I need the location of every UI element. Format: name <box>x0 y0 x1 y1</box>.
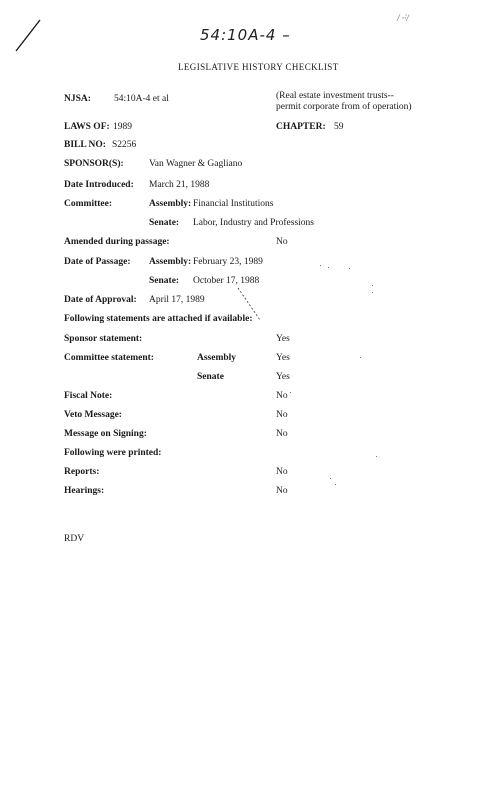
pen-stroke-mark <box>12 18 42 54</box>
amended-label: Amended during passage: <box>64 237 170 247</box>
passage-assembly-label: Assembly: <box>149 257 192 267</box>
handwritten-statute-number: 54:10A-4 – <box>200 26 291 44</box>
chapter-label: CHAPTER: <box>276 122 326 132</box>
njsa-description-line2: permit corporate from of operation) <box>276 102 412 112</box>
committee-statement-senate-value: Yes <box>276 372 290 382</box>
reports-value: No <box>276 467 288 477</box>
committee-label: Committee: <box>64 199 113 209</box>
njsa-description-line1: (Real estate investment trusts-- <box>276 91 394 101</box>
committee-assembly-value: Financial Institutions <box>193 199 274 209</box>
fiscal-note-value: No <box>276 391 288 401</box>
attached-heading: Following statements are attached if available: <box>64 314 253 324</box>
date-introduced-value: March 21, 1988 <box>149 180 210 190</box>
fiscal-note-label: Fiscal Note: <box>64 391 113 401</box>
njsa-value: 54:10A-4 et al <box>114 94 169 104</box>
passage-senate-label: Senate: <box>149 276 180 286</box>
scan-speck <box>372 285 373 286</box>
passage-senate-value: October 17, 1988 <box>193 276 260 286</box>
committee-statement-senate-label: Senate <box>197 372 224 382</box>
page-title: LEGISLATIVE HISTORY CHECKLIST <box>178 62 339 72</box>
scan-speck <box>320 265 321 266</box>
committee-statement-label: Committee statement: <box>64 353 154 363</box>
sponsors-label: SPONSOR(S): <box>64 159 124 169</box>
message-on-signing-label: Message on Signing: <box>64 429 147 439</box>
date-of-passage-label: Date of Passage: <box>64 257 131 267</box>
committee-senate-value: Labor, Industry and Professions <box>193 218 314 228</box>
committee-assembly-label: Assembly: <box>149 199 192 209</box>
scan-speck <box>290 392 291 393</box>
committee-statement-assembly-value: Yes <box>276 353 290 363</box>
veto-message-value: No <box>276 410 288 420</box>
njsa-label: NJSA: <box>64 94 91 104</box>
passage-assembly-value: February 23, 1989 <box>193 257 263 267</box>
date-of-approval-value: April 17, 1989 <box>149 295 205 305</box>
committee-statement-assembly-label: Assembly <box>197 353 237 363</box>
amended-value: No <box>276 237 288 247</box>
laws-of-value: 1989 <box>113 122 132 132</box>
initials: RDV <box>64 534 85 544</box>
scan-speck <box>349 268 350 269</box>
sponsors-value: Van Wagner & Gagliano <box>149 159 243 169</box>
date-of-approval-label: Date of Approval: <box>64 295 137 305</box>
date-introduced-label: Date Introduced: <box>64 180 134 190</box>
scan-speck <box>328 267 329 268</box>
hearings-value: No <box>276 486 288 496</box>
laws-of-label: LAWS OF: <box>64 122 110 132</box>
committee-senate-label: Senate: <box>149 218 180 228</box>
sponsor-statement-value: Yes <box>276 334 290 344</box>
veto-message-label: Veto Message: <box>64 410 122 420</box>
bill-no-value: S2256 <box>112 140 137 150</box>
scan-speck <box>372 292 373 293</box>
handwritten-corner-mark: / ·̇·/ <box>397 13 409 23</box>
sponsor-statement-label: Sponsor statement: <box>64 334 143 344</box>
reports-label: Reports: <box>64 467 100 477</box>
message-on-signing-value: No <box>276 429 288 439</box>
scan-speck <box>330 478 331 479</box>
scan-speck <box>376 456 377 457</box>
scan-speck <box>360 357 361 358</box>
printed-heading: Following were printed: <box>64 448 162 458</box>
scan-speck <box>335 484 336 485</box>
bill-no-label: BILL NO: <box>64 140 106 150</box>
chapter-value: 59 <box>334 122 344 132</box>
hearings-label: Hearings: <box>64 486 105 496</box>
